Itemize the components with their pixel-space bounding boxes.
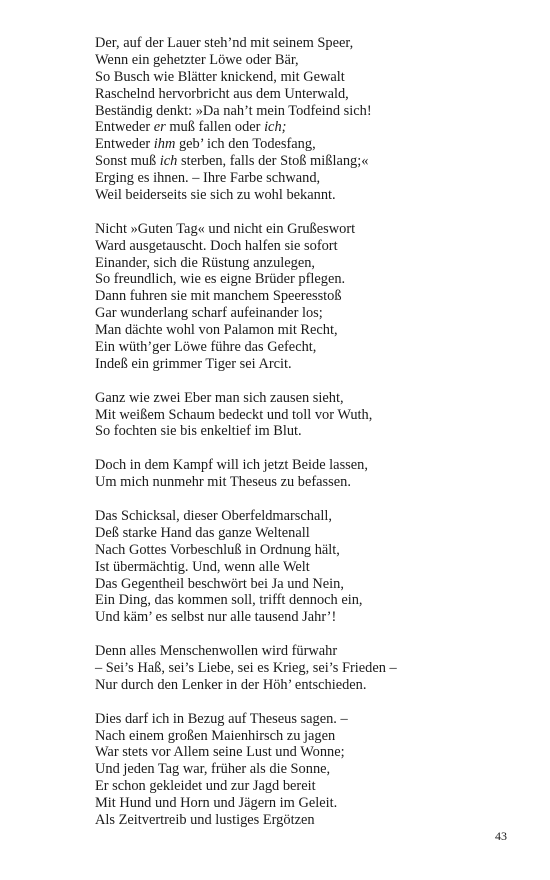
verse-text: Ward ausgetauscht. Doch halfen sie sofort xyxy=(95,237,338,254)
verse-text: Das Schicksal, dieser Oberfeldmarschall, xyxy=(95,507,332,524)
verse-line xyxy=(95,592,525,609)
verse-text: Der, auf der Lauer steh’nd mit seinem Speer, xyxy=(95,35,354,51)
verse-text: Sonst muß xyxy=(95,153,160,170)
verse-line xyxy=(95,271,525,288)
verse-text: Als Zeitvertreib und lustiges Ergötzen xyxy=(95,811,315,828)
verse-line xyxy=(95,35,525,52)
verse-text: Dies darf ich in Bezug auf Theseus sagen. – xyxy=(95,710,348,727)
verse-line xyxy=(95,795,525,812)
verse-line xyxy=(95,86,525,103)
verse-text: So fochten sie bis enkeltief im Blut. xyxy=(95,423,302,440)
verse-text: Weil beiderseits sie sich zu wohl bekannt. xyxy=(95,187,336,204)
verse-text: Doch in dem Kampf will ich jetzt Beide lassen, xyxy=(95,457,368,474)
verse-line xyxy=(95,677,525,694)
verse-line xyxy=(95,643,525,660)
stanza xyxy=(95,457,525,491)
verse-text: Nur durch den Lenker in der Höh’ entschieden. xyxy=(95,676,367,693)
stanza xyxy=(95,643,525,694)
verse-line xyxy=(95,69,525,86)
verse-text: Ganz wie zwei Eber man sich zausen sieht, xyxy=(95,389,344,406)
verse-text: Dann fuhren sie mit manchem Speeresstoß xyxy=(95,288,342,305)
verse-text: Ein Ding, das kommen soll, trifft dennoch ein, xyxy=(95,592,363,609)
verse-text: Ein wüth’ger Löwe führe das Gefecht, xyxy=(95,339,317,356)
verse-line xyxy=(95,609,525,626)
verse-line xyxy=(95,660,525,677)
verse-line xyxy=(95,170,525,187)
emphasized-text: er xyxy=(153,119,166,136)
verse-line xyxy=(95,711,525,728)
verse-line xyxy=(95,728,525,745)
verse-text: Beständig denkt: »Da nah’t mein Todfeind sich! xyxy=(95,102,372,119)
verse-text: Mit weißem Schaum bedeckt und toll vor Wuth, xyxy=(95,406,373,423)
page-number: 43 xyxy=(495,829,507,843)
verse-line xyxy=(95,255,525,272)
verse-line xyxy=(95,542,525,559)
verse-text: Nach Gottes Vorbeschluß in Ordnung hält, xyxy=(95,541,340,558)
verse-line xyxy=(95,812,525,829)
verse-text: Einander, sich die Rüstung anzulegen, xyxy=(95,254,316,271)
verse-text: Gar wunderlang scharf aufeinander los; xyxy=(95,305,323,322)
verse-line xyxy=(95,457,525,474)
verse-line xyxy=(95,744,525,761)
verse-text: Erging es ihnen. – Ihre Farbe schwand, xyxy=(95,170,321,187)
verse-line xyxy=(95,103,525,120)
verse-text: Man dächte wohl von Palamon mit Recht, xyxy=(95,322,338,339)
verse-line xyxy=(95,778,525,795)
verse-line xyxy=(95,508,525,525)
verse-line xyxy=(95,423,525,440)
verse-line xyxy=(95,153,525,170)
verse-line xyxy=(95,305,525,322)
verse-text: – Sei’s Haß, sei’s Liebe, sei es Krieg, sei’s Frieden – xyxy=(95,659,397,676)
verse-line xyxy=(95,576,525,593)
verse-line xyxy=(95,525,525,542)
verse-text: Das Gegentheil beschwört bei Ja und Nein, xyxy=(95,575,344,592)
verse-text: Entweder xyxy=(95,136,154,153)
verse-line xyxy=(95,119,525,136)
verse-line xyxy=(95,474,525,491)
verse-text: Um mich nunmehr mit Theseus zu befassen. xyxy=(95,474,351,491)
verse-text: War stets vor Allem seine Lust und Wonne; xyxy=(95,744,345,761)
verse-text: Deß starke Hand das ganze Weltenall xyxy=(95,524,310,541)
verse-line xyxy=(95,356,525,373)
emphasized-text: ich xyxy=(159,153,178,170)
verse-text: Entweder xyxy=(95,119,154,136)
verse-line xyxy=(95,238,525,255)
verse-text: Nach einem großen Maienhirsch zu jagen xyxy=(95,727,336,744)
verse-line xyxy=(95,761,525,778)
verse-text: Denn alles Menschenwollen wird fürwahr xyxy=(95,643,338,660)
stanza xyxy=(95,711,525,829)
verse-line xyxy=(95,407,525,424)
verse-text: geb’ ich den Todesfang, xyxy=(175,136,316,153)
verse-line xyxy=(95,559,525,576)
stanza xyxy=(95,221,525,373)
verse-text: Ist übermächtig. Und, wenn alle Welt xyxy=(95,558,310,575)
verse-text: Raschelnd hervorbricht aus dem Unterwald, xyxy=(95,85,349,102)
stanza xyxy=(95,35,525,204)
verse-text: Mit Hund und Horn und Jägern im Geleit. xyxy=(95,795,338,812)
verse-text: muß fallen oder xyxy=(165,119,265,136)
poem-body xyxy=(95,35,525,846)
verse-text: Er schon gekleidet und zur Jagd bereit xyxy=(95,778,316,795)
verse-line xyxy=(95,136,525,153)
verse-text: Wenn ein gehetzter Löwe oder Bär, xyxy=(95,51,299,68)
verse-line xyxy=(95,288,525,305)
verse-text: Und jeden Tag war, früher als die Sonne, xyxy=(95,761,331,778)
verse-line xyxy=(95,390,525,407)
verse-line xyxy=(95,339,525,356)
verse-text: sterben, falls der Stoß mißlang;« xyxy=(177,153,369,170)
verse-text: So freundlich, wie es eigne Brüder pflegen. xyxy=(95,271,346,288)
stanza xyxy=(95,390,525,441)
verse-text: Indeß ein grimmer Tiger sei Arcit. xyxy=(95,355,292,372)
stanza xyxy=(95,508,525,626)
verse-line xyxy=(95,52,525,69)
emphasized-text: ich; xyxy=(264,119,287,136)
verse-text: Und käm’ es selbst nur alle tausend Jahr’! xyxy=(95,609,337,626)
verse-line xyxy=(95,322,525,339)
verse-text: Nicht »Guten Tag« und nicht ein Grußeswort xyxy=(95,220,356,237)
verse-text: So Busch wie Blätter knickend, mit Gewalt xyxy=(95,68,345,85)
emphasized-text: ihm xyxy=(153,136,176,153)
verse-line xyxy=(95,187,525,204)
verse-line xyxy=(95,221,525,238)
